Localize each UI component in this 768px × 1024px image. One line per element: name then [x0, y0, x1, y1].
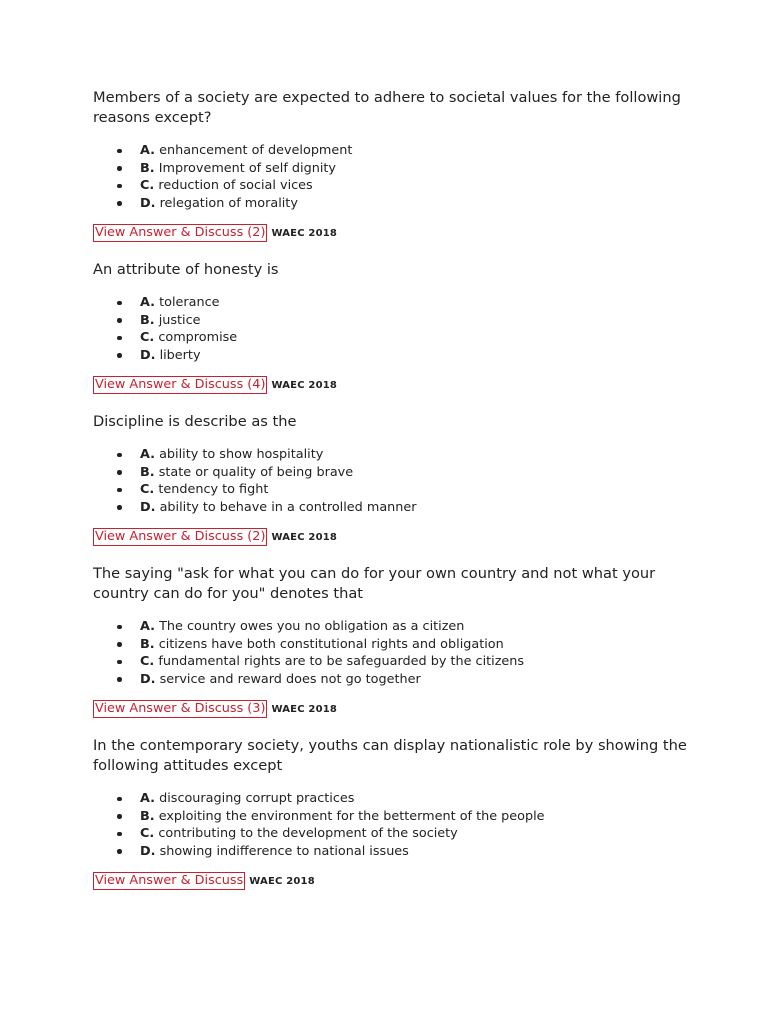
option-letter: C.: [140, 178, 155, 193]
option-text: relegation of morality: [159, 195, 298, 211]
view-answer-link[interactable]: View Answer & Discuss (2): [95, 225, 266, 240]
option-c: [93, 481, 688, 499]
option-letter: A.: [140, 295, 156, 310]
answer-row: [93, 528, 688, 546]
option-letter: B.: [140, 808, 155, 824]
question-text: Members of a society are expected to adhere to societal values for the following reasons except?: [93, 89, 681, 126]
answer-row: [93, 872, 688, 890]
exam-tag: WAEC 2018: [271, 227, 338, 239]
option-text: The country owes you no obligation as a citizen: [159, 619, 465, 634]
option-a: [93, 446, 688, 464]
option-c: [93, 177, 688, 195]
option-text: compromise: [158, 330, 238, 345]
option-d: [93, 347, 688, 365]
option-d: [93, 195, 688, 213]
option-text: discouraging corrupt practices: [159, 791, 355, 806]
option-text: contributing to the development of the society: [158, 826, 458, 841]
option-d: [93, 671, 688, 689]
option-letter: D.: [140, 843, 156, 859]
option-text: justice: [158, 312, 201, 328]
view-answer-link[interactable]: View Answer & Discuss (4): [95, 377, 266, 392]
question-block: [93, 564, 688, 718]
options-list: [93, 446, 688, 516]
option-a: [93, 294, 688, 312]
question-text: An attribute of honesty is: [93, 261, 279, 278]
options-list: [93, 142, 688, 212]
exam-tag: WAEC 2018: [271, 531, 338, 543]
option-letter: B.: [140, 636, 155, 652]
option-c: [93, 653, 688, 671]
option-d: [93, 499, 688, 517]
option-b: [93, 636, 688, 654]
question-text: In the contemporary society, youths can display nationalistic role by showing the following attitudes except: [93, 737, 687, 774]
answer-row: [93, 376, 688, 394]
option-text: service and reward does not go together: [159, 671, 421, 687]
question-block: [93, 88, 688, 242]
option-text: ability to show hospitality: [159, 447, 324, 462]
answer-row: [93, 700, 688, 718]
option-c: [93, 825, 688, 843]
option-text: tolerance: [159, 295, 220, 310]
option-letter: B.: [140, 160, 155, 176]
option-letter: B.: [140, 312, 155, 328]
question-block: [93, 736, 688, 890]
option-letter: A.: [140, 447, 156, 462]
option-text: liberty: [159, 347, 201, 363]
option-text: ability to behave in a controlled manner: [159, 499, 417, 515]
option-letter: B.: [140, 464, 155, 480]
option-a: [93, 618, 688, 636]
option-text: citizens have both constitutional rights and obligation: [158, 636, 504, 652]
options-list: [93, 618, 688, 688]
option-letter: C.: [140, 330, 155, 345]
option-text: fundamental rights are to be safeguarded by the citizens: [158, 654, 525, 669]
option-text: state or quality of being brave: [158, 464, 354, 480]
option-letter: D.: [140, 195, 156, 211]
option-letter: C.: [140, 482, 155, 497]
option-b: [93, 312, 688, 330]
view-answer-link[interactable]: View Answer & Discuss: [95, 873, 244, 888]
option-text: exploiting the environment for the betterment of the people: [158, 808, 545, 824]
option-a: [93, 142, 688, 160]
option-b: [93, 160, 688, 178]
option-b: [93, 464, 688, 482]
option-text: enhancement of development: [159, 143, 353, 158]
exam-tag: WAEC 2018: [271, 379, 338, 391]
options-list: [93, 294, 688, 364]
option-b: [93, 808, 688, 826]
exam-tag: WAEC 2018: [271, 703, 338, 715]
option-letter: C.: [140, 654, 155, 669]
option-c: [93, 329, 688, 347]
view-answer-link[interactable]: View Answer & Discuss (3): [95, 701, 266, 716]
question-text: Discipline is describe as the: [93, 413, 297, 430]
question-text: The saying "ask for what you can do for your own country and not what your country can do for you" denotes that: [93, 565, 656, 602]
view-answer-link[interactable]: View Answer & Discuss (2): [95, 529, 266, 544]
option-letter: A.: [140, 791, 156, 806]
option-letter: D.: [140, 499, 156, 515]
exam-tag: WAEC 2018: [249, 875, 315, 887]
option-letter: C.: [140, 826, 155, 841]
option-text: Improvement of self dignity: [158, 160, 336, 176]
option-a: [93, 790, 688, 808]
option-letter: D.: [140, 671, 156, 687]
option-text: showing indifference to national issues: [159, 843, 409, 859]
answer-row: [93, 224, 688, 242]
option-d: [93, 843, 688, 861]
options-list: [93, 790, 688, 860]
option-letter: A.: [140, 143, 156, 158]
question-block: [93, 260, 688, 394]
option-letter: A.: [140, 619, 156, 634]
option-letter: D.: [140, 347, 156, 363]
option-text: reduction of social vices: [158, 178, 313, 193]
question-block: [93, 412, 688, 546]
option-text: tendency to fight: [158, 482, 269, 497]
